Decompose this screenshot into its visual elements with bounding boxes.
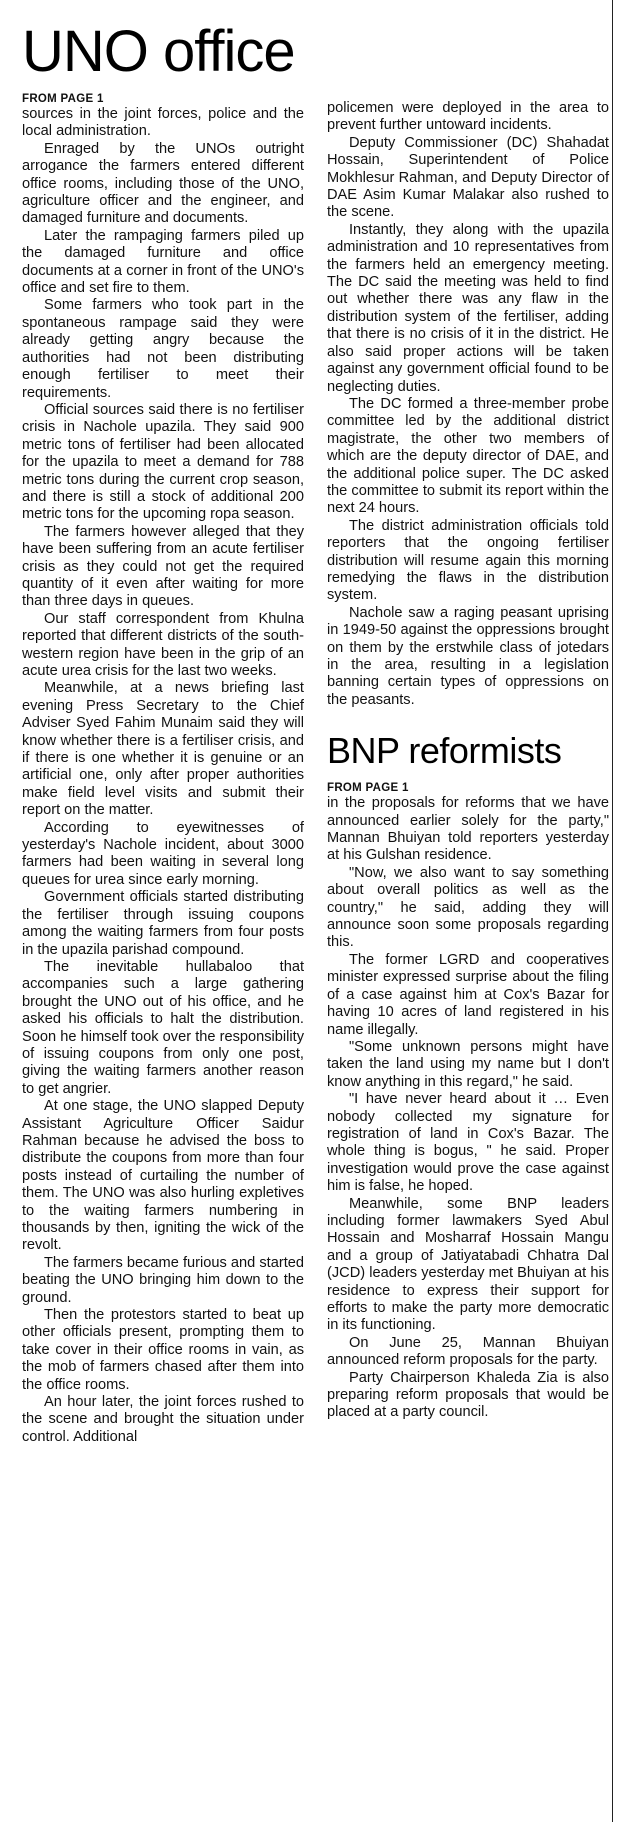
article-paragraph: Government officials started distributing the fertiliser through issuing coupons among the waiting farmers from four posts in the upazila parishad compound. — [22, 889, 304, 958]
article-paragraph: On June 25, Mannan Bhuiyan announced reform proposals for the party. — [327, 1334, 609, 1369]
article-paragraph: The farmers however alleged that they have been suffering from an acute fertiliser crisis as they could not get the required quantity of it even after waiting for more than three days in queues. — [22, 523, 304, 610]
column-divider — [612, 0, 613, 1822]
article-paragraph: Party Chairperson Khaleda Zia is also preparing reform proposals that would be placed at a party council. — [327, 1369, 609, 1421]
article-paragraph: Meanwhile, at a news briefing last evening Press Secretary to the Chief Adviser Syed Fahim Munaim said they will know whether there is a fertiliser crisis, and if there is one whether it is genuine or an artificial one, only after proper authorities make field level visits and submit their report on the matter. — [22, 680, 304, 819]
article-paragraph: "I have never heard about it … Even nobody collected my signature for registration of land in Cox's Bazar. The whole thing is bogus, " he said. Proper investigation would prove the case against him is false, he hoped. — [327, 1091, 609, 1195]
article-paragraph: The district administration officials told reporters that the ongoing fertiliser distribution will resume again this morning remedying the flaws in the distribution system. — [327, 517, 609, 604]
uno-headline: UNO office — [22, 19, 295, 84]
uno-article-body — [22, 106, 304, 1446]
article-paragraph: Our staff correspondent from Khulna reported that different districts of the south-western region have been in the grip of an acute urea crisis for the last two weeks. — [22, 610, 304, 679]
article-paragraph: policemen were deployed in the area to prevent further untoward incidents. — [327, 100, 609, 134]
article-paragraph: An hour later, the joint forces rushed to the scene and brought the situation under control. Additional — [22, 1394, 304, 1445]
article-paragraph: At one stage, the UNO slapped Deputy Assistant Agriculture Officer Saidur Rahman because he advised the boss to distribute the coupons from more than four posts instead of curtailing the number of them. The UNO was also hurling expletives to the waiting farmers numbering in thousands by then, igniting the wick of the revolt. — [22, 1098, 304, 1254]
uno-article-continuation — [327, 100, 609, 709]
article-paragraph: Enraged by the UNOs outright arrogance the farmers entered different office rooms, including those of the UNO, agriculture officer and the engineer, and damaged furniture and documents. — [22, 140, 304, 227]
right-column — [327, 0, 609, 1422]
article-paragraph: Official sources said there is no fertiliser crisis in Nachole upazila. They said 900 metric tons of fertiliser had been allocated for the upazila to meet a demand for 788 metric tons during the current crop season, and there is still a stock of additional 200 metric tons for the upcoming ropa season. — [22, 401, 304, 523]
article-paragraph: in the proposals for reforms that we have announced earlier solely for the party," Mannan Bhuiyan told reporters yesterday at his Gulshan residence. — [327, 795, 609, 864]
uno-continued-label: FROM PAGE 1 — [22, 93, 104, 105]
article-paragraph: The former LGRD and cooperatives minister expressed surprise about the filing of a case against him at Cox's Bazar for having 10 acres of land registered in his name illegally. — [327, 951, 609, 1038]
article-paragraph: According to eyewitnesses of yesterday's Nachole incident, about 3000 farmers had been waiting in several long queues for urea since early morning. — [22, 819, 304, 888]
article-paragraph: "Now, we also want to say something about overall politics as well as the country," he said, adding they will announce soon some proposals regarding this. — [327, 864, 609, 951]
article-paragraph: "Some unknown persons might have taken the land using my name but I don't know anything in this regard," he said. — [327, 1038, 609, 1090]
uno-article-column — [22, 0, 304, 1446]
article-paragraph: Then the protestors started to beat up other officials present, prompting them to take cover in their office rooms in vain, as the mob of farmers chased after them into the office rooms. — [22, 1307, 304, 1393]
bnp-article-body — [327, 795, 609, 1422]
article-paragraph: Deputy Commissioner (DC) Shahadat Hossain, Superintendent of Police Mokhlesur Rahman, and Deputy Director of DAE Asim Kumar Malakar also rushed to the scene. — [327, 134, 609, 221]
article-paragraph: Meanwhile, some BNP leaders including former lawmakers Syed Abul Hossain and Mosharraf Hossain Mangu and a group of Jatiyatabadi Chhatra Dal (JCD) leaders yesterday met Bhuiyan at his residence to express their support for efforts to make the party more democratic in its functioning. — [327, 1195, 609, 1334]
article-paragraph: The DC formed a three-member probe committee led by the additional district magistrate, the other two members of which are the deputy director of DAE, and the additional police super. The DC asked the committee to submit its report within the next 24 hours. — [327, 395, 609, 517]
bnp-continued-label: FROM PAGE 1 — [327, 782, 409, 795]
bnp-headline: BNP reformists — [327, 730, 562, 772]
article-paragraph: Some farmers who took part in the spontaneous rampage said they were already getting angry because the authorities had not been distributing enough fertiliser to meet their requirements. — [22, 297, 304, 401]
article-paragraph: The inevitable hullabaloo that accompanies such a large gathering brought the UNO out of his office, and he asked his officials to halt the distribution. Soon he himself took over the responsibility of issuing coupons from only one post, giving the waiting farmers another reason to get angrier. — [22, 958, 304, 1097]
article-paragraph: Nachole saw a raging peasant uprising in 1949-50 against the oppressions brought on them by the erstwhile class of jotedars in the area, resulting in a legislation banning certain types of oppressions on the peasants. — [327, 604, 609, 708]
article-paragraph: The farmers became furious and started beating the UNO bringing him down to the ground. — [22, 1254, 304, 1306]
article-paragraph: Instantly, they along with the upazila administration and 10 representatives from the farmers held an emergency meeting. The DC said the meeting was held to find out whether there was any flaw in the distribution system of the fertiliser, adding that there is no crisis of it in the district. He also said proper actions will be taken against any government official found to be neglecting duties. — [327, 221, 609, 395]
article-paragraph: sources in the joint forces, police and the local administration. — [22, 106, 304, 140]
article-paragraph: Later the rampaging farmers piled up the damaged furniture and office documents at a corner in front of the UNO's office and set fire to them. — [22, 227, 304, 297]
